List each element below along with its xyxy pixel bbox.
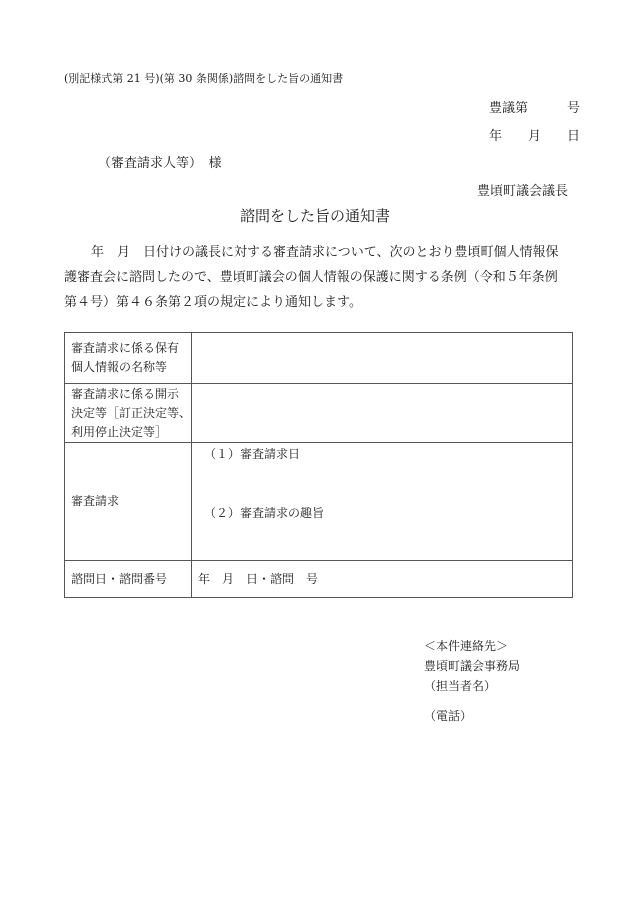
contact-block: [424, 636, 520, 726]
form-label: (別記様式第 21 号)(第 30 条関係)諮問をした旨の通知書: [64, 72, 344, 85]
label-line: 決定等［訂正決定等、: [71, 405, 192, 420]
sender: 豊頃町議会議長: [476, 184, 568, 199]
label-disclosure-decision: [65, 384, 192, 443]
contact-phone: （電話）: [424, 709, 473, 723]
value-disclosure-decision: [192, 384, 573, 443]
table-row: [65, 443, 573, 561]
body-line: 護審査会に諮問したので、豊頃町議会の個人情報の保護に関する条例（令和５年条例: [64, 270, 558, 285]
body-line: 第４号）第４６条第２項の規定により通知します。: [64, 295, 362, 310]
request-date-item: （１）審査請求日: [204, 447, 301, 461]
label-review-request: 審査請求: [65, 443, 192, 561]
body-text: [64, 240, 572, 315]
table-row: [65, 384, 573, 443]
label-line: 審査請求に係る開示: [71, 386, 180, 401]
addressee: （審査請求人等） 様: [98, 156, 222, 171]
document-number: 豊議第 号: [488, 101, 580, 116]
label-line: 個人情報の名称等: [71, 360, 168, 374]
document-date: 年 月 日: [488, 129, 580, 144]
contact-office: 豊頃町議会事務局: [424, 659, 521, 673]
contact-person: （担当者名）: [424, 679, 497, 693]
body-line: 年 月 日付けの議長に対する審査請求について、次のとおり豊頃町個人情報保: [91, 245, 559, 260]
request-purpose-item: （２）審査請求の趣旨: [204, 506, 325, 520]
label-held-personal-info: [65, 333, 192, 384]
label-line: 審査請求に係る保有: [71, 341, 180, 355]
document-title: 諮問をした旨の通知書: [239, 207, 390, 225]
table-row: [65, 561, 573, 598]
value-inquiry-date-number: 年 月 日・諮問 号: [192, 561, 573, 598]
info-table: [64, 332, 573, 598]
contact-heading: ＜本件連絡先＞: [424, 639, 509, 653]
table-row: [65, 333, 573, 384]
value-held-personal-info: [192, 333, 573, 384]
label-inquiry-date-number: 諮問日・諮問番号: [65, 561, 192, 598]
spacer: [424, 696, 520, 706]
value-review-request: [192, 443, 573, 561]
label-line: 利用停止決定等］: [71, 424, 168, 439]
